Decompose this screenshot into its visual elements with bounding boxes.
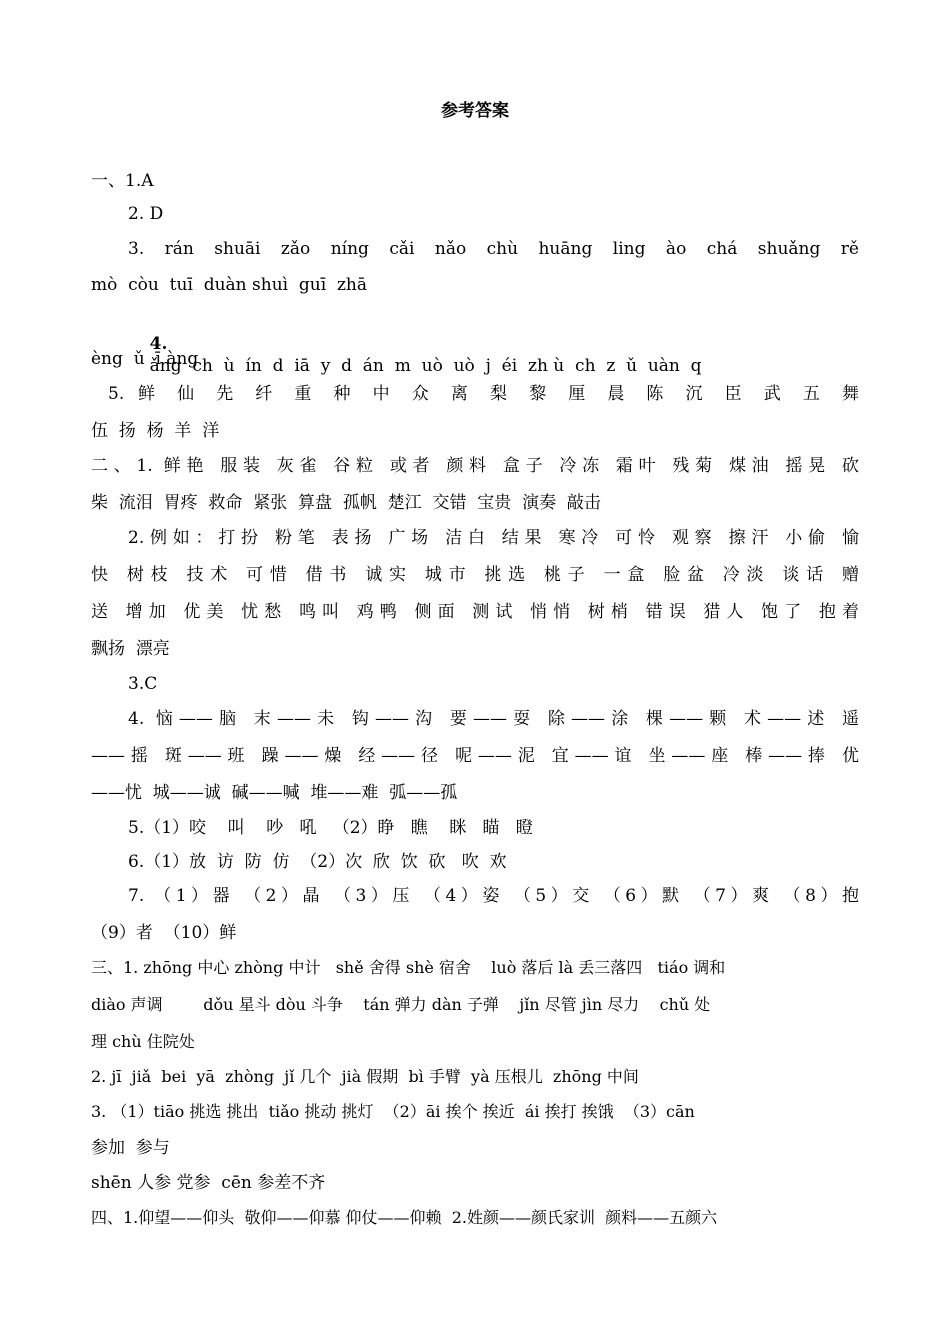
- text-line: （9）者 （10）鲜: [91, 923, 237, 943]
- text-line: 6.（1）放 访 防 仿 （2）次 欣 饮 砍 吹 欢: [128, 852, 507, 872]
- text-line: 一、1.A: [91, 171, 154, 191]
- text-line: 3. （1）tiāo 挑选 挑出 tiǎo 挑动 挑灯 （2）āi 挨个 挨近 ái 挨打 挨饿 （3）cān: [91, 1102, 695, 1121]
- text-line: 伍 扬 杨 羊 洋: [91, 421, 220, 441]
- text-line: 参加 参与: [91, 1138, 170, 1158]
- text-line: 3.C: [128, 674, 158, 694]
- text-line: 二、1. 鲜艳 服装 灰雀 谷粒 或者 颜料 盒子 冷冻 霜叶 残菊 煤油 摇晃 砍: [91, 456, 859, 476]
- text-line: 送 增加 优美 忧愁 鸣叫 鸡鸭 侧面 测试 悄悄 树梢 错误 猎人 饱了 抱着: [91, 602, 859, 622]
- text-line: 理 chù 住院处: [91, 1032, 195, 1051]
- text-line: ——摇 斑——班 躁——燥 经——径 呢——泥 宜——谊 坐——座 棒——捧 优: [91, 746, 859, 766]
- text-line: 柴 流泪 胃疼 救命 紧张 算盘 孤帆 楚江 交错 宝贵 演奏 敲击: [91, 493, 601, 513]
- page-title: 参考答案: [441, 101, 509, 121]
- text-line: èng ǔ ī àng: [91, 349, 199, 369]
- text-line: 4. 恼——脑 末——未 钩——沟 要——耍 除——涂 棵——颗 术——述 遥: [128, 709, 859, 729]
- text-line: mò còu tuī duàn shuì guī zhā: [91, 275, 368, 295]
- text-line: 2. D: [128, 204, 164, 224]
- text-line: 快 树枝 技术 可惜 借书 诚实 城市 挑选 桃子 一盒 脸盆 冷淡 谈话 赠: [91, 565, 859, 585]
- text-line: 7. （1）器 （2）晶 （3）压 （4）姿 （5）交 （6）默 （7）爽 （8）抱: [128, 886, 859, 906]
- text-line: 5.（1）咬 叫 吵 吼 （2）睁 瞧 眯 瞄 瞪: [128, 818, 533, 838]
- text-line: 2.例如：打扮 粉笔 表扬 广场 洁白 结果 寒冷 可怜 观察 擦汗 小偷 愉: [128, 528, 859, 548]
- text-line: diào 声调 dǒu 星斗 dòu 斗争 tán 弹力 dàn 子弹 jǐn 尽管 jìn 尽力 chǔ 处: [91, 995, 711, 1014]
- text-line: 2. jī jiǎ bei yā zhòng jǐ 几个 jià 假期 bì 手臂 yà 压根儿 zhōng 中间: [91, 1067, 639, 1086]
- text-line: 四、1.仰望——仰头 敬仰——仰慕 仰仗——仰赖 2.姓颜——颜氏家训 颜料——五颜六: [91, 1208, 718, 1227]
- text-line: 3. rán shuāi zǎo níng cǎi nǎo chù huāng ling ào chá shuǎng rě: [128, 239, 859, 259]
- text-line: 飘扬 漂亮: [91, 639, 170, 659]
- text-line: ——忧 城——诚 碱——喊 堆——难 弧——孤: [91, 783, 458, 803]
- item-number: 4.: [149, 334, 168, 354]
- text-line: 5. 鲜 仙 先 纤 重 种 中 众 离 梨 黎 厘 晨 陈 沉 臣 武 五 舞: [108, 384, 859, 404]
- text-line: 三、1. zhōng 中心 zhòng 中计 shě 舍得 shè 宿舍 luò 落后 là 丢三落四 tiáo 调和: [91, 958, 726, 977]
- pinyin-list: ǎng ch ù ín d iā y d án m uò uò j éi zh ù ch z ǔ uàn q: [149, 356, 702, 376]
- text-line: shēn 人参 党参 cēn 参差不齐: [91, 1173, 326, 1193]
